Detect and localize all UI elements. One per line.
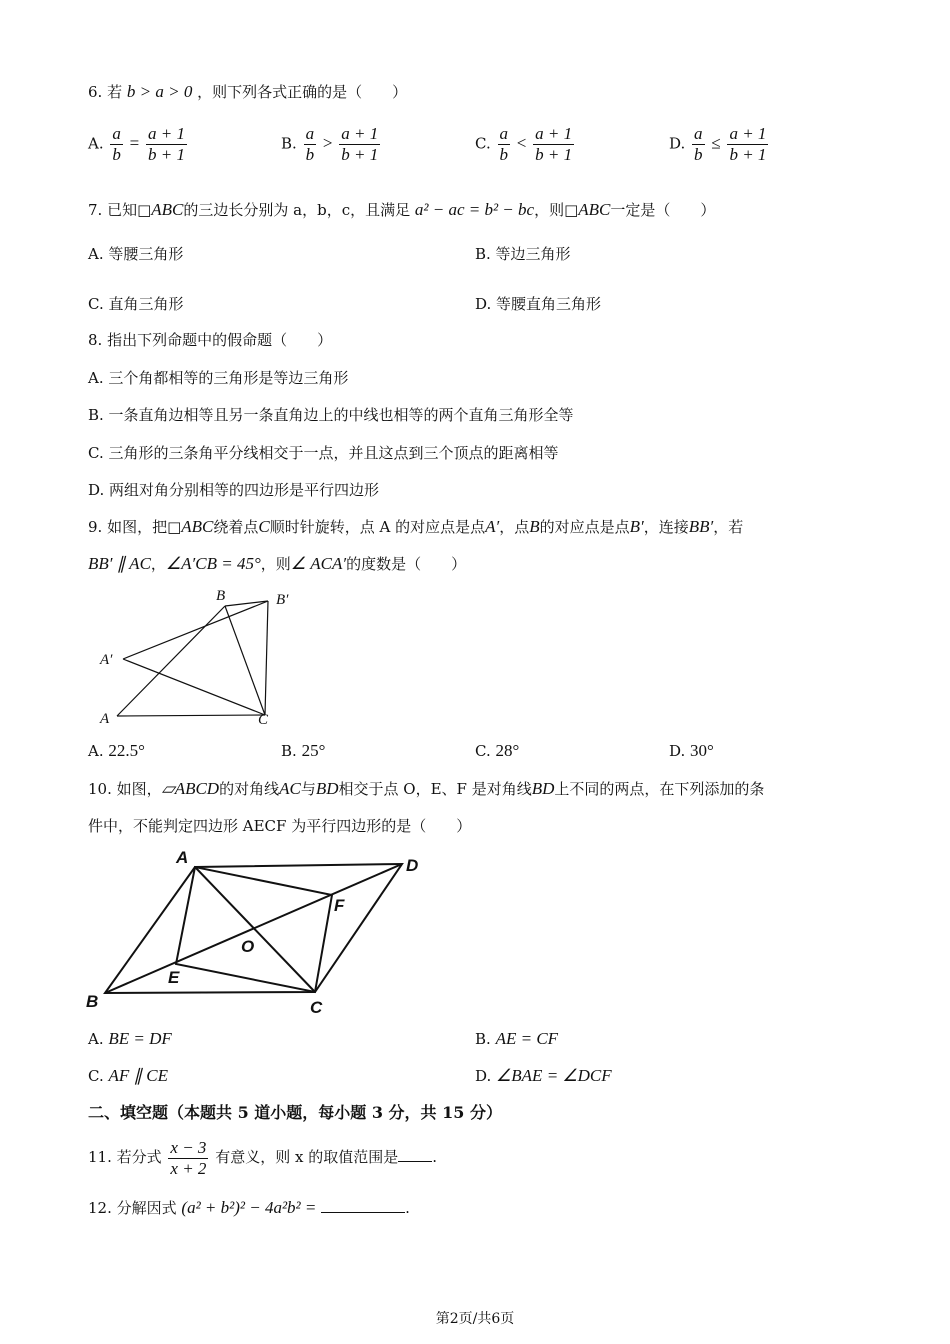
q9-option-a[interactable]: A. 22.5°: [88, 741, 145, 760]
q12-answer-blank[interactable]: [321, 1198, 405, 1213]
question-9-line2: BB′ ∥ AC，∠A′CB = 45°，则∠ ACA′的度数是（ ）: [88, 554, 467, 573]
q7-option-c[interactable]: C. 直角三角形: [88, 295, 184, 313]
label-D: D: [406, 856, 419, 875]
q6-option-c[interactable]: C. $\frac{a}{b}$ < $\frac{a + 1}{b + 1}$: [475, 124, 573, 164]
question-12: 12. 分解因式 (a² + b²)² − 4a²b² = .: [88, 1198, 410, 1217]
q7-option-b[interactable]: B. 等边三角形: [475, 245, 571, 263]
q9-option-d[interactable]: D. 30°: [669, 741, 714, 760]
q10-option-d[interactable]: D. ∠BAE = ∠DCF: [475, 1066, 612, 1085]
question-6-stem: 6. 若 b > a > 0 ，则下列各式正确的是（ ）: [88, 82, 408, 101]
seg-ap-bp: [123, 601, 268, 659]
label-B: B: [216, 588, 226, 604]
seg-ap-c: [123, 659, 265, 715]
q7-equation: a² − ac = b² − bc: [414, 200, 535, 219]
question-10-line2: 件中，不能判定四边形 AECF 为平行四边形的是（ ）: [88, 817, 472, 835]
q8-option-b[interactable]: B. 一条直角边相等且另一条直角边上的中线也相等的两个直角三角形全等: [88, 406, 574, 424]
q7-option-a[interactable]: A. 等腰三角形: [88, 245, 184, 263]
section-2-heading: 二、填空题（本题共 5 道小题，每小题 3 分，共 15 分）: [88, 1103, 502, 1122]
q10-option-a[interactable]: A. BE = DF: [88, 1029, 172, 1048]
label-A-prime: A′: [100, 652, 113, 668]
q6-option-b[interactable]: B. $\frac{a}{b}$ > $\frac{a + 1}{b + 1}$: [281, 124, 379, 164]
question-7-stem: 7. 已知□ABC的三边长分别为 a，b，c，且满足 a² − ac = b² − bc，则□ABC一定是（ ）: [88, 200, 716, 219]
q9-option-b[interactable]: B. 25°: [281, 741, 326, 760]
label-A: A: [100, 711, 110, 727]
q9-figure: [90, 585, 310, 730]
q6-option-d[interactable]: D. $\frac{a}{b}$ ≤ $\frac{a + 1}{b + 1}$: [669, 124, 767, 164]
q6-condition: b > a > 0: [126, 82, 193, 101]
label-C: C: [310, 998, 323, 1017]
question-11: 11. 若分式 $\frac{x - 3}{x + 2}$ 有意义，则 x 的取值范围是 .: [88, 1137, 437, 1178]
label-F: F: [334, 896, 345, 915]
diagonal-ac: [195, 867, 315, 992]
label-B-prime: B′: [276, 592, 289, 608]
q10-figure: [84, 843, 429, 1018]
q7-option-d[interactable]: D. 等腰直角三角形: [475, 295, 602, 313]
q10-option-c[interactable]: C. AF ∥ CE: [88, 1066, 168, 1085]
q10-option-b[interactable]: B. AE = CF: [475, 1029, 559, 1048]
label-B: B: [86, 992, 99, 1011]
label-A: A: [176, 848, 189, 867]
q6-option-a[interactable]: A. $\frac{a}{b}$ = $\frac{a + 1}{b + 1}$: [88, 124, 186, 164]
seg-a-c: [117, 715, 265, 716]
q8-option-c[interactable]: C. 三角形的三条角平分线相交于一点，并且这点到三个顶点的距离相等: [88, 444, 559, 462]
q9-option-c[interactable]: C. 28°: [475, 741, 520, 760]
q8-option-a[interactable]: A. 三个角都相等的三角形是等边三角形: [88, 369, 349, 387]
question-9-line1: 9. 如图，把□ABC绕着点C顺时针旋转，点 A 的对应点是点A′，点B的对应点是点B′，连接BB′，若: [88, 517, 744, 536]
question-8-stem: 8. 指出下列命题中的假命题（ ）: [88, 331, 333, 349]
label-C: C: [258, 712, 269, 728]
label-O: O: [241, 937, 255, 956]
seg-bp-c: [265, 601, 268, 715]
seg-a-b: [117, 606, 225, 716]
q11-answer-blank[interactable]: [398, 1147, 432, 1162]
q8-option-d[interactable]: D. 两组对角分别相等的四边形是平行四边形: [88, 481, 380, 499]
q12-expression: (a² + b²)² − 4a²b² =: [181, 1198, 317, 1217]
question-10-line1: 10. 如图，▱ABCD的对角线AC与BD相交于点 O，E、F 是对角线BD上不同的两点，在下列添加的条: [88, 779, 765, 798]
page-footer: 第2页/共6页: [435, 1311, 515, 1327]
label-E: E: [168, 968, 180, 987]
seg-b-c: [225, 606, 265, 715]
